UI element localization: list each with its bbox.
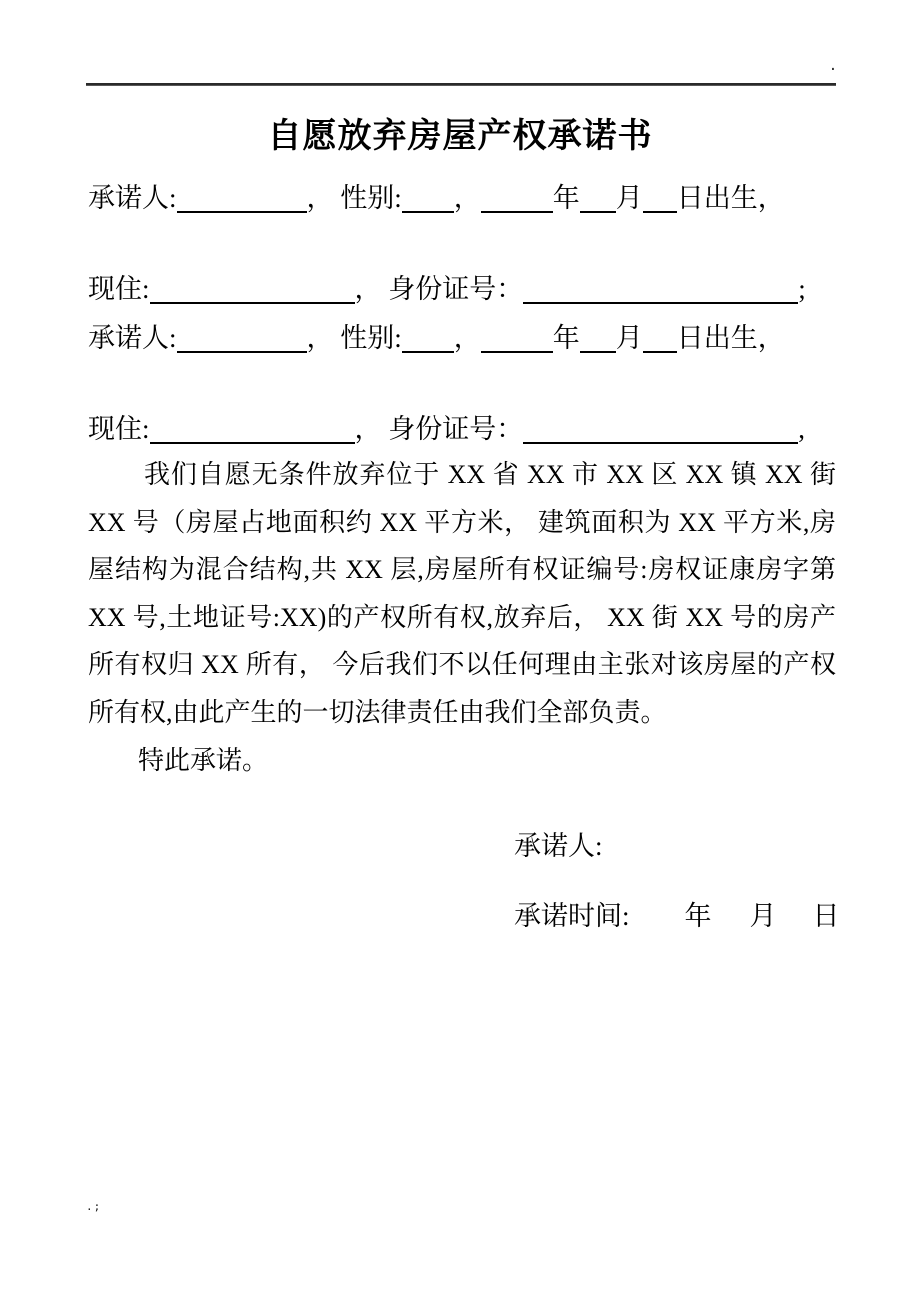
text-segment: ，: [453, 323, 481, 353]
promisor1-gender-blank[interactable]: [402, 181, 454, 213]
signatory-line: [514, 822, 854, 870]
text-segment: 月: [615, 183, 643, 213]
body-paragraph: 我们自愿无条件放弃位于 XX 省 XX 市 XX 区 XX 镇 XX 街 XX 号（房屋占地面积约 XX 平方米， 建筑面积为 XX 平方米,房屋结构为混合结构,共 XX 层,房屋所有权证编号:房权证康房字第 XX 号,土地证号:XX)的产权所有权,放弃后， XX 街 XX 号的房产所有权归 XX 所有， 今后我们不以任何理由主张对该房屋的产权所有权,由此产生的一切法律责任由我们全部负责。: [88, 460, 836, 727]
promisor2-gender-blank[interactable]: [402, 321, 454, 353]
text-segment: 月: [615, 323, 643, 353]
text-segment: ,: [798, 414, 806, 444]
text-segment: 现住:: [88, 274, 150, 304]
promisor2-birth-year-blank[interactable]: [481, 321, 553, 353]
text-segment: 日出生，: [676, 323, 785, 353]
promisor1-address-blank[interactable]: [150, 272, 355, 304]
text-segment: 日出生，: [676, 183, 785, 213]
text-segment: ， 身份证号：: [354, 274, 524, 304]
body-section: [88, 451, 836, 784]
signatory-label: 承诺人:: [514, 831, 603, 861]
text-segment: ， 性别:: [306, 183, 402, 213]
promisor1-birth-day-blank[interactable]: [643, 181, 677, 213]
top-right-mark: .: [828, 58, 838, 74]
form-line-promisor-1: [88, 174, 838, 222]
text-segment: 承诺人:: [88, 323, 177, 353]
promisor1-birth-month-blank[interactable]: [580, 181, 616, 213]
signature-block: [514, 822, 854, 940]
promisor2-id-number-blank[interactable]: [523, 412, 798, 444]
document-title: 自愿放弃房屋产权承诺书: [267, 117, 653, 155]
promisor2-address-blank[interactable]: [150, 412, 355, 444]
promisor1-id-number-blank[interactable]: [523, 272, 798, 304]
form-line-address-2: [88, 405, 838, 453]
form-line-address-1: [88, 265, 838, 313]
text-segment: 承诺人:: [88, 183, 177, 213]
text-segment: ， 性别:: [306, 323, 402, 353]
text-segment: 年: [552, 323, 580, 353]
signature-date-line: [514, 892, 854, 940]
text-segment: ;: [798, 274, 806, 304]
promisor2-birth-day-blank[interactable]: [643, 321, 677, 353]
month-label: 月: [749, 901, 777, 931]
text-segment: ， 身份证号：: [354, 414, 524, 444]
header-rule: [86, 83, 836, 86]
date-label: 承诺时间:: [514, 901, 630, 931]
promisor1-name-blank[interactable]: [177, 181, 307, 213]
promisor2-name-blank[interactable]: [177, 321, 307, 353]
form-line-promisor-2: [88, 314, 838, 362]
text-segment: 年: [552, 183, 580, 213]
bottom-left-mark: .;: [86, 1200, 102, 1213]
promisor2-birth-month-blank[interactable]: [580, 321, 616, 353]
text-segment: ，: [453, 183, 481, 213]
day-label: 日: [812, 901, 840, 931]
year-label: 年: [684, 901, 712, 931]
text-segment: 现住:: [88, 414, 150, 444]
promisor1-birth-year-blank[interactable]: [481, 181, 553, 213]
closing-line: 特此承诺。: [138, 745, 269, 775]
